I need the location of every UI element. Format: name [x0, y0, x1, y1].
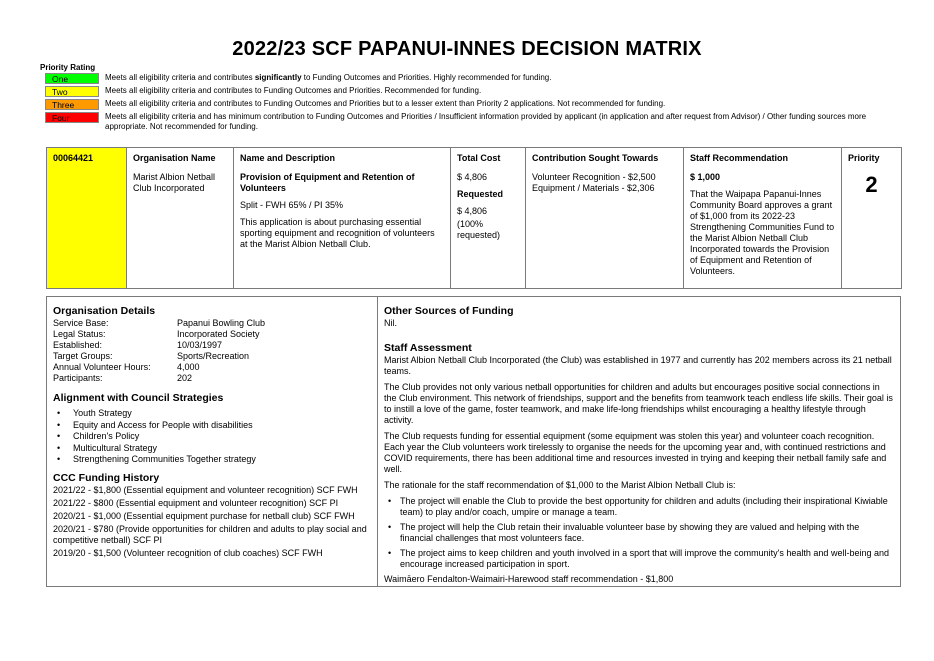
list-item: • The project will help the Club retain their invaluable volunteer base by showing they are valued and helping with the financial challenges that most volunteers face. [384, 522, 894, 544]
alignment-heading: Alignment with Council Strategies [53, 392, 224, 404]
funding-history-heading: CCC Funding History [53, 471, 160, 484]
assessment-paragraph: The Club requests funding for essential equipment (some equipment was stolen this year) and volunteer coach recognition. Each year the Club volunteers work tirelessly to organise the needs for the upcoming year and, with continued restrictions and COVID requirements, there has been additional time and resources invested in trying and keeping their netball family safe and well. [384, 431, 887, 474]
legend-row-four [45, 112, 905, 132]
requested-amount: $ 4,806 [457, 206, 488, 216]
staff-amount: $ 1,000 [690, 172, 721, 182]
page-title: 2022/23 SCF PAPANUI-INNES DECISION MATRIX [232, 38, 702, 60]
history-item: 2021/22 - $1,800 (Essential equipment and volunteer recognition) SCF FWH [53, 484, 358, 495]
legend-text-one: Meets all eligibility criteria and contributes significantly to Funding Outcomes and Priorities. Highly recommended for funding. [105, 73, 552, 82]
org-detail-row: Legal Status: Incorporated Society [53, 329, 260, 339]
name-header: Name and Description [240, 153, 336, 163]
legend-swatch-two: Two [45, 86, 99, 97]
legend-swatch-four: Four [45, 112, 99, 123]
legend-row-three [45, 99, 905, 110]
list-item: • Equity and Access for People with disabilities [53, 420, 371, 432]
contribution-equipment: Equipment / Materials - $2,306 [532, 183, 655, 193]
other-funding-text: Nil. [384, 318, 397, 328]
funding-split: Split - FWH 65% / PI 35% [240, 200, 344, 210]
assessment-paragraph: The Club provides not only various netball opportunities for children and adults but encourages positive social connections in the Club environment. This network of friendships, support and the benefits from teamwork teach endless life skills. Their goal is to instill a love of the game, foster teamwork, and make life-long friendships whilst encouraging a healthy lifestyle through activity. [384, 382, 893, 425]
rationale-list [384, 496, 894, 570]
staff-recommendation-cell [684, 148, 842, 289]
history-item: 2019/20 - $1,500 (Volunteer recognition of club coaches) SCF FWH [53, 547, 323, 558]
org-header: Organisation Name [133, 153, 216, 163]
list-item: • Multicultural Strategy [53, 443, 371, 455]
org-details-list [53, 318, 371, 384]
project-title: Provision of Equipment and Retention of Volunteers [240, 172, 415, 193]
staff-assessment-heading: Staff Assessment [384, 342, 472, 354]
requested-percent: (100% requested) [457, 219, 501, 240]
cost-cell [451, 148, 526, 289]
assessment-paragraph: Marist Albion Netball Club Incorporated (the Club) was established in 1977 and currently has 202 members across its 21 netball teams. [384, 355, 892, 376]
priority-cell [842, 148, 902, 289]
assessment-footer: Waimāero Fendalton-Waimairi-Harewood staff recommendation - $1,800 [384, 574, 674, 584]
list-item: • Youth Strategy [53, 408, 371, 420]
org-name: Marist Albion Netball Club Incorporated [133, 172, 216, 193]
list-item: • Strengthening Communities Together strategy [53, 454, 371, 466]
organisation-cell [127, 148, 234, 289]
legend-text-four: Meets all eligibility criteria and has minimum contribution to Funding Outcomes and Priorities / Insufficient information provided by applicant (in application and after request from Advisor) / Other funding sources more appropriate. Not recommended for funding. [105, 112, 867, 131]
requested-label: Requested [457, 189, 504, 199]
history-item: 2021/22 - $800 (Essential equipment and volunteer recognition) SCF PI [53, 497, 339, 508]
contribution-cell [526, 148, 684, 289]
priority-value: 2 [865, 172, 878, 197]
staff-text: That the Waipapa Papanui-Innes Community Board approves a grant of $1,000 from its 2022-23 Strengthening Communities Fund to the Marist Albion Netball Club Incorporated towards the Provision of Equipment and Retention of Volunteers. [690, 189, 835, 276]
priority-rating-label: Priority Rating [40, 63, 96, 72]
application-id: 00064421 [53, 153, 94, 163]
org-detail-row: Annual Volunteer Hours: 4,000 [53, 362, 200, 372]
assessment-paragraph: The rationale for the staff recommendation of $1,000 to the Marist Albion Netball Club is: [384, 480, 736, 490]
priority-rating-legend [45, 73, 905, 134]
org-detail-row: Target Groups: Sports/Recreation [53, 351, 250, 361]
priority-header: Priority [848, 153, 880, 163]
cost-header: Total Cost [457, 153, 501, 163]
contribution-volunteer: Volunteer Recognition - $2,500 [532, 172, 656, 182]
legend-row-two [45, 86, 905, 97]
legend-swatch-three: Three [45, 99, 99, 110]
list-item: • Children's Policy [53, 431, 371, 443]
details-box [46, 296, 901, 587]
left-column [47, 297, 378, 586]
staff-header: Staff Recommendation [690, 153, 789, 163]
legend-row-one [45, 73, 905, 84]
legend-text-three: Meets all eligibility criteria and contributes to Funding Outcomes and Priorities but to a lesser extent than Priority 2 applications. Not recommended for funding. [105, 99, 666, 108]
org-details-heading: Organisation Details [53, 305, 156, 317]
legend-swatch-one: One [45, 73, 99, 84]
application-id-cell [47, 148, 127, 289]
list-item: • The project will enable the Club to provide the best opportunity for children and adults (including their inspirational Kiwiable team) to play and/or coach, umpire or manage a team. [384, 496, 894, 518]
list-item: • The project aims to keep children and youth involved in a sport that will improve the community's health and well-being and encourage increased participation in sport. [384, 548, 894, 570]
legend-text-two: Meets all eligibility criteria and contributes to Funding Outcomes and Priorities. Recommended for funding. [105, 86, 482, 95]
history-item: 2020/21 - $780 (Provide opportunities for children and adults to play social and competitive netball) SCF PI [53, 523, 367, 545]
right-column [378, 297, 900, 586]
contribution-header: Contribution Sought Towards [532, 153, 659, 163]
decision-table [46, 147, 902, 289]
history-item: 2020/21 - $1,000 (Essential equipment purchase for netball club) SCF FWH [53, 510, 355, 521]
total-cost: $ 4,806 [457, 172, 488, 182]
other-funding-heading: Other Sources of Funding [384, 305, 514, 317]
description-cell [234, 148, 451, 289]
org-detail-row: Participants: 202 [53, 373, 193, 383]
org-detail-row: Service Base: Papanui Bowling Club [53, 318, 266, 328]
alignment-list [53, 408, 371, 466]
decision-row [47, 148, 902, 289]
org-detail-row: Established: 10/03/1997 [53, 340, 223, 350]
project-description: This application is about purchasing essential sporting equipment and recognition of volunteers at the Marist Albion Netball Club. [240, 217, 435, 249]
